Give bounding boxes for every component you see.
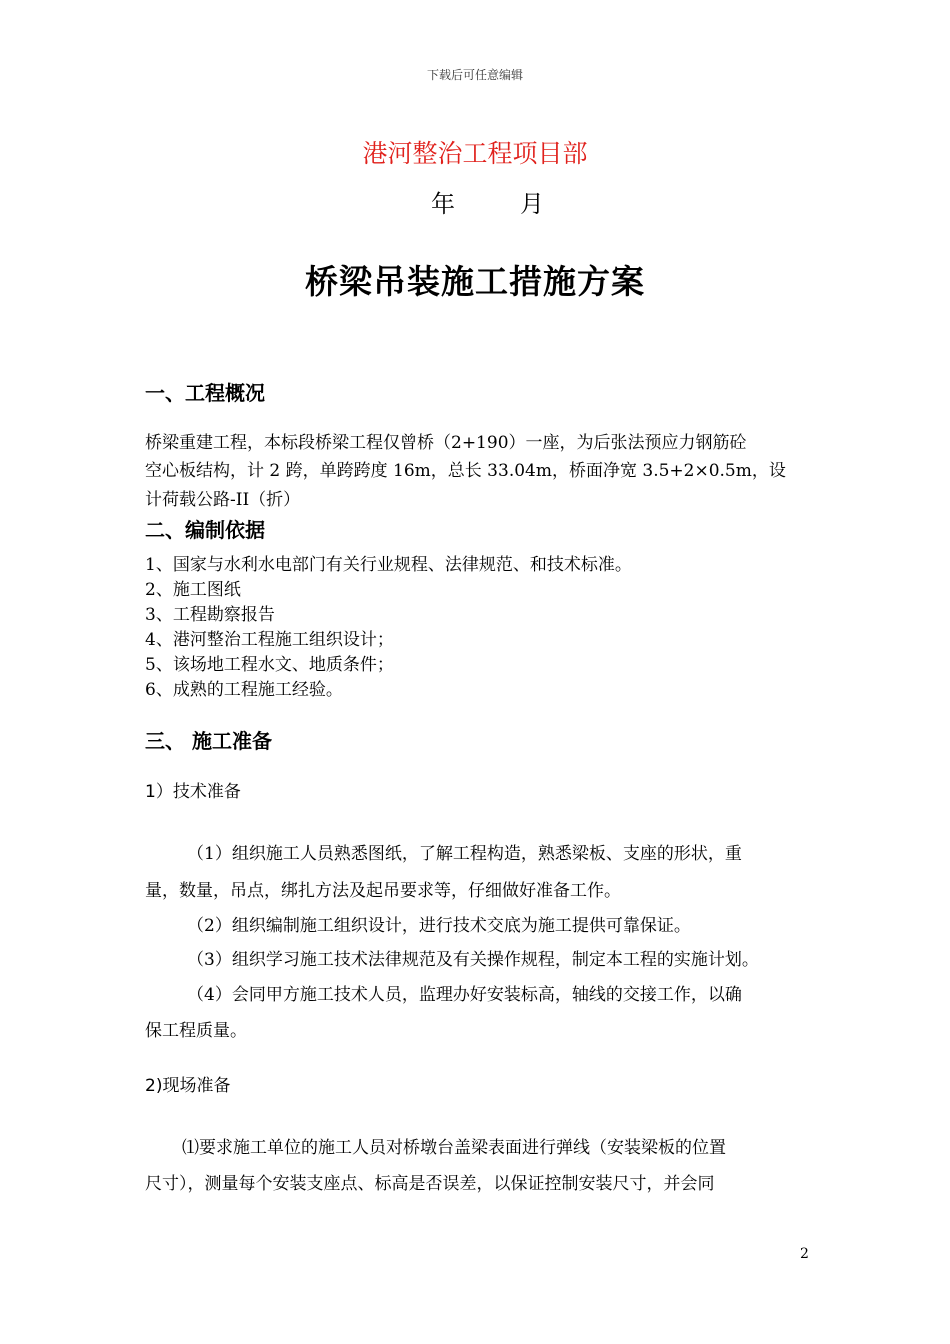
subheading-technical-prep: 1）技术准备 [145,782,241,802]
org-name: 港河整治工程项目部 [362,139,588,168]
basis-item: 3、工程勘察报告 [145,605,275,625]
technical-prep-line: （3）组织学习施工技术法律规范及有关操作规程，制定本工程的实施计划。 [187,950,759,970]
basis-item: 4、港河整治工程施工组织设计； [145,630,394,650]
overview-line: 计荷载公路-II（折） [145,490,301,510]
technical-prep-line: 量，数量，吊点，绑扎方法及起吊要求等，仔细做好准备工作。 [145,881,621,901]
site-prep-line: 尺寸），测量每个安装支座点、标高是否误差，以保证控制安装尺寸，并会同 [145,1174,715,1194]
basis-item: 2、施工图纸 [145,580,241,600]
header-note: 下载后可任意编辑 [426,68,523,82]
overview-line: 桥梁重建工程，本标段桥梁工程仅曾桥（2+190）一座，为后张法预应力钢筋砼 [145,433,747,453]
section-heading-overview: 一、工程概况 [145,381,265,405]
page-number: 2 [800,1246,809,1262]
overview-line: 空心板结构，计 2 跨，单跨跨度 16m，总长 33.04m，桥面净宽 3.5+2×0.5m，设 [145,461,786,481]
basis-item: 1、国家与水利水电部门有关行业规程、法律规范、和技术标准。 [145,555,632,575]
technical-prep-line: （1）组织施工人员熟悉图纸，了解工程构造，熟悉梁板、支座的形状，重 [187,844,742,864]
document-title: 桥梁吊装施工措施方案 [305,262,645,301]
date-month: 月 [520,190,544,218]
section-heading-preparation: 三、 施工准备 [145,729,272,753]
date-year: 年 [431,190,455,218]
technical-prep-line: （4）会同甲方施工技术人员，监理办好安装标高，轴线的交接工作，以确 [187,985,742,1005]
subheading-site-prep: 2)现场准备 [145,1076,231,1096]
technical-prep-line: （2）组织编制施工组织设计，进行技术交底为施工提供可靠保证。 [187,916,691,936]
basis-item: 5、该场地工程水文、地质条件； [145,655,394,675]
technical-prep-line: 保工程质量。 [145,1021,247,1041]
section-heading-basis: 二、编制依据 [145,518,265,542]
basis-item: 6、成熟的工程施工经验。 [145,680,343,700]
site-prep-line: ⑴要求施工单位的施工人员对桥墩台盖梁表面进行弹线（安装梁板的位置 [182,1138,726,1158]
